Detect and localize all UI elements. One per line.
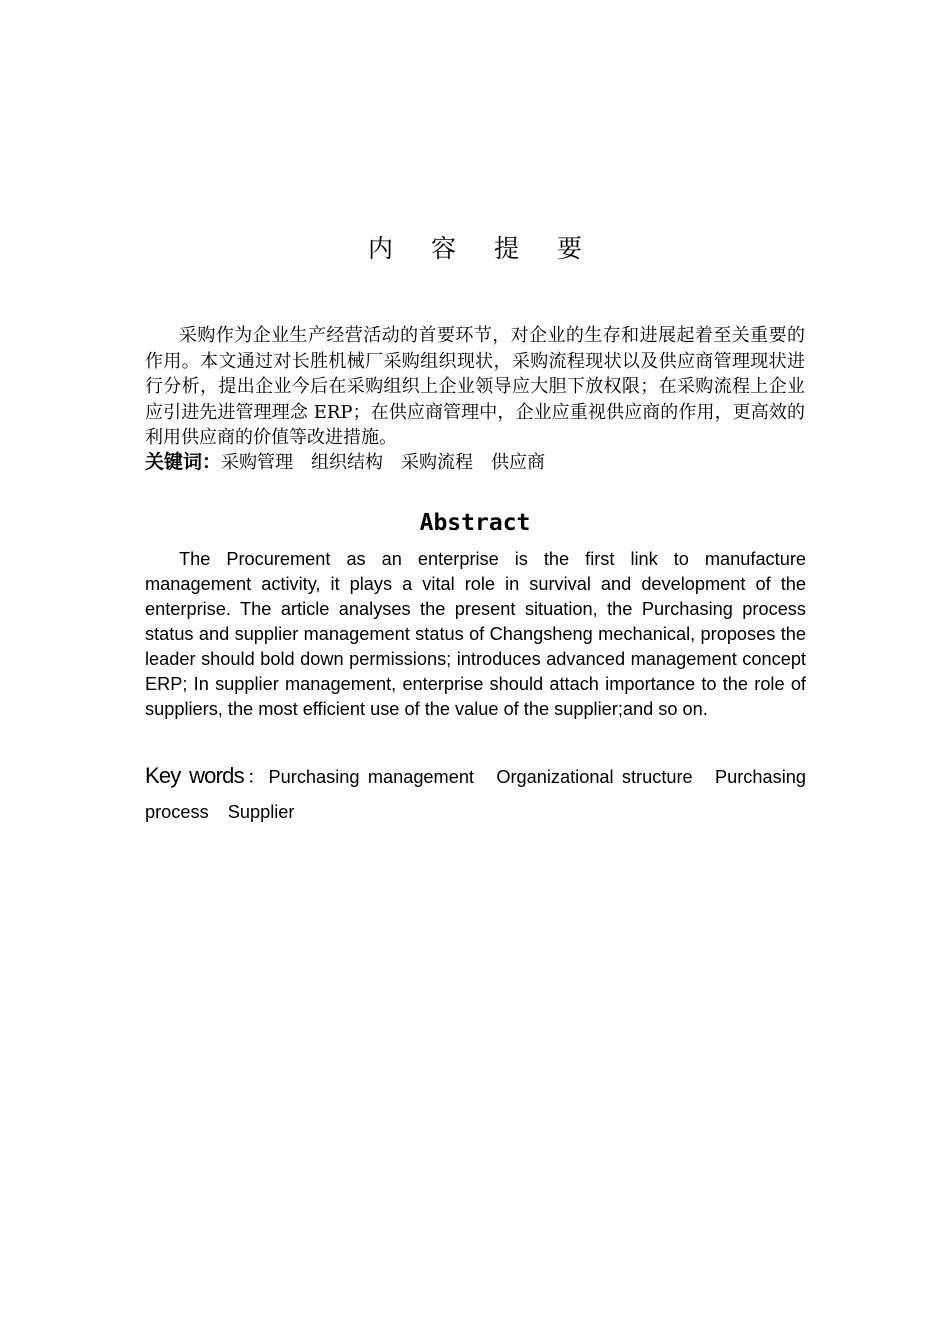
chinese-keyword: 组织结构 bbox=[311, 452, 384, 473]
chinese-keywords bbox=[145, 449, 805, 476]
english-keyword: Purchasing process bbox=[145, 767, 806, 822]
english-abstract-body: The Procurement as an enterprise is the first link to manufacture management activity, it plays a vital role in survival and development of the enterprise. The article analyses the present situation, the Purchasing process status and supplier management status of Changsheng mechanical, proposes the leader should bold down permissions; introduces advanced management concept ERP; In supplier management, enterprise should attach importance to the role of suppliers, the most efficient use of the value of the supplier;and so on. bbox=[145, 549, 806, 719]
english-abstract-title: Abstract bbox=[419, 510, 531, 536]
chinese-abstract-body: 采购作为企业生产经营活动的首要环节，对企业的生存和进展起着至关重要的作用。本文通过对长胜机械厂采购组织现状，采购流程现状以及供应商管理现状进行分析，提出企业今后在采购组织上企业领导应大胆下放权限；在采购流程上企业应引进先进管理理念 ERP；在供应商管理中，企业应重视供应商的作用，更高效的利用供应商的价值等改进措施。 bbox=[145, 325, 805, 448]
chinese-abstract-title: 内容提要 bbox=[367, 234, 620, 263]
chinese-keywords-label: 关键词： bbox=[145, 451, 222, 473]
chinese-keyword: 采购管理 bbox=[221, 452, 294, 473]
chinese-keyword: 采购流程 bbox=[401, 452, 474, 473]
english-keyword: Supplier bbox=[227, 802, 295, 822]
english-keywords-label: Key words bbox=[145, 763, 244, 788]
english-keyword: Organizational structure bbox=[496, 767, 693, 787]
english-keywords bbox=[145, 758, 806, 830]
english-keywords-separator: ： bbox=[243, 767, 269, 787]
chinese-keyword: 供应商 bbox=[491, 452, 546, 473]
english-keyword: Purchasing management bbox=[268, 767, 474, 787]
